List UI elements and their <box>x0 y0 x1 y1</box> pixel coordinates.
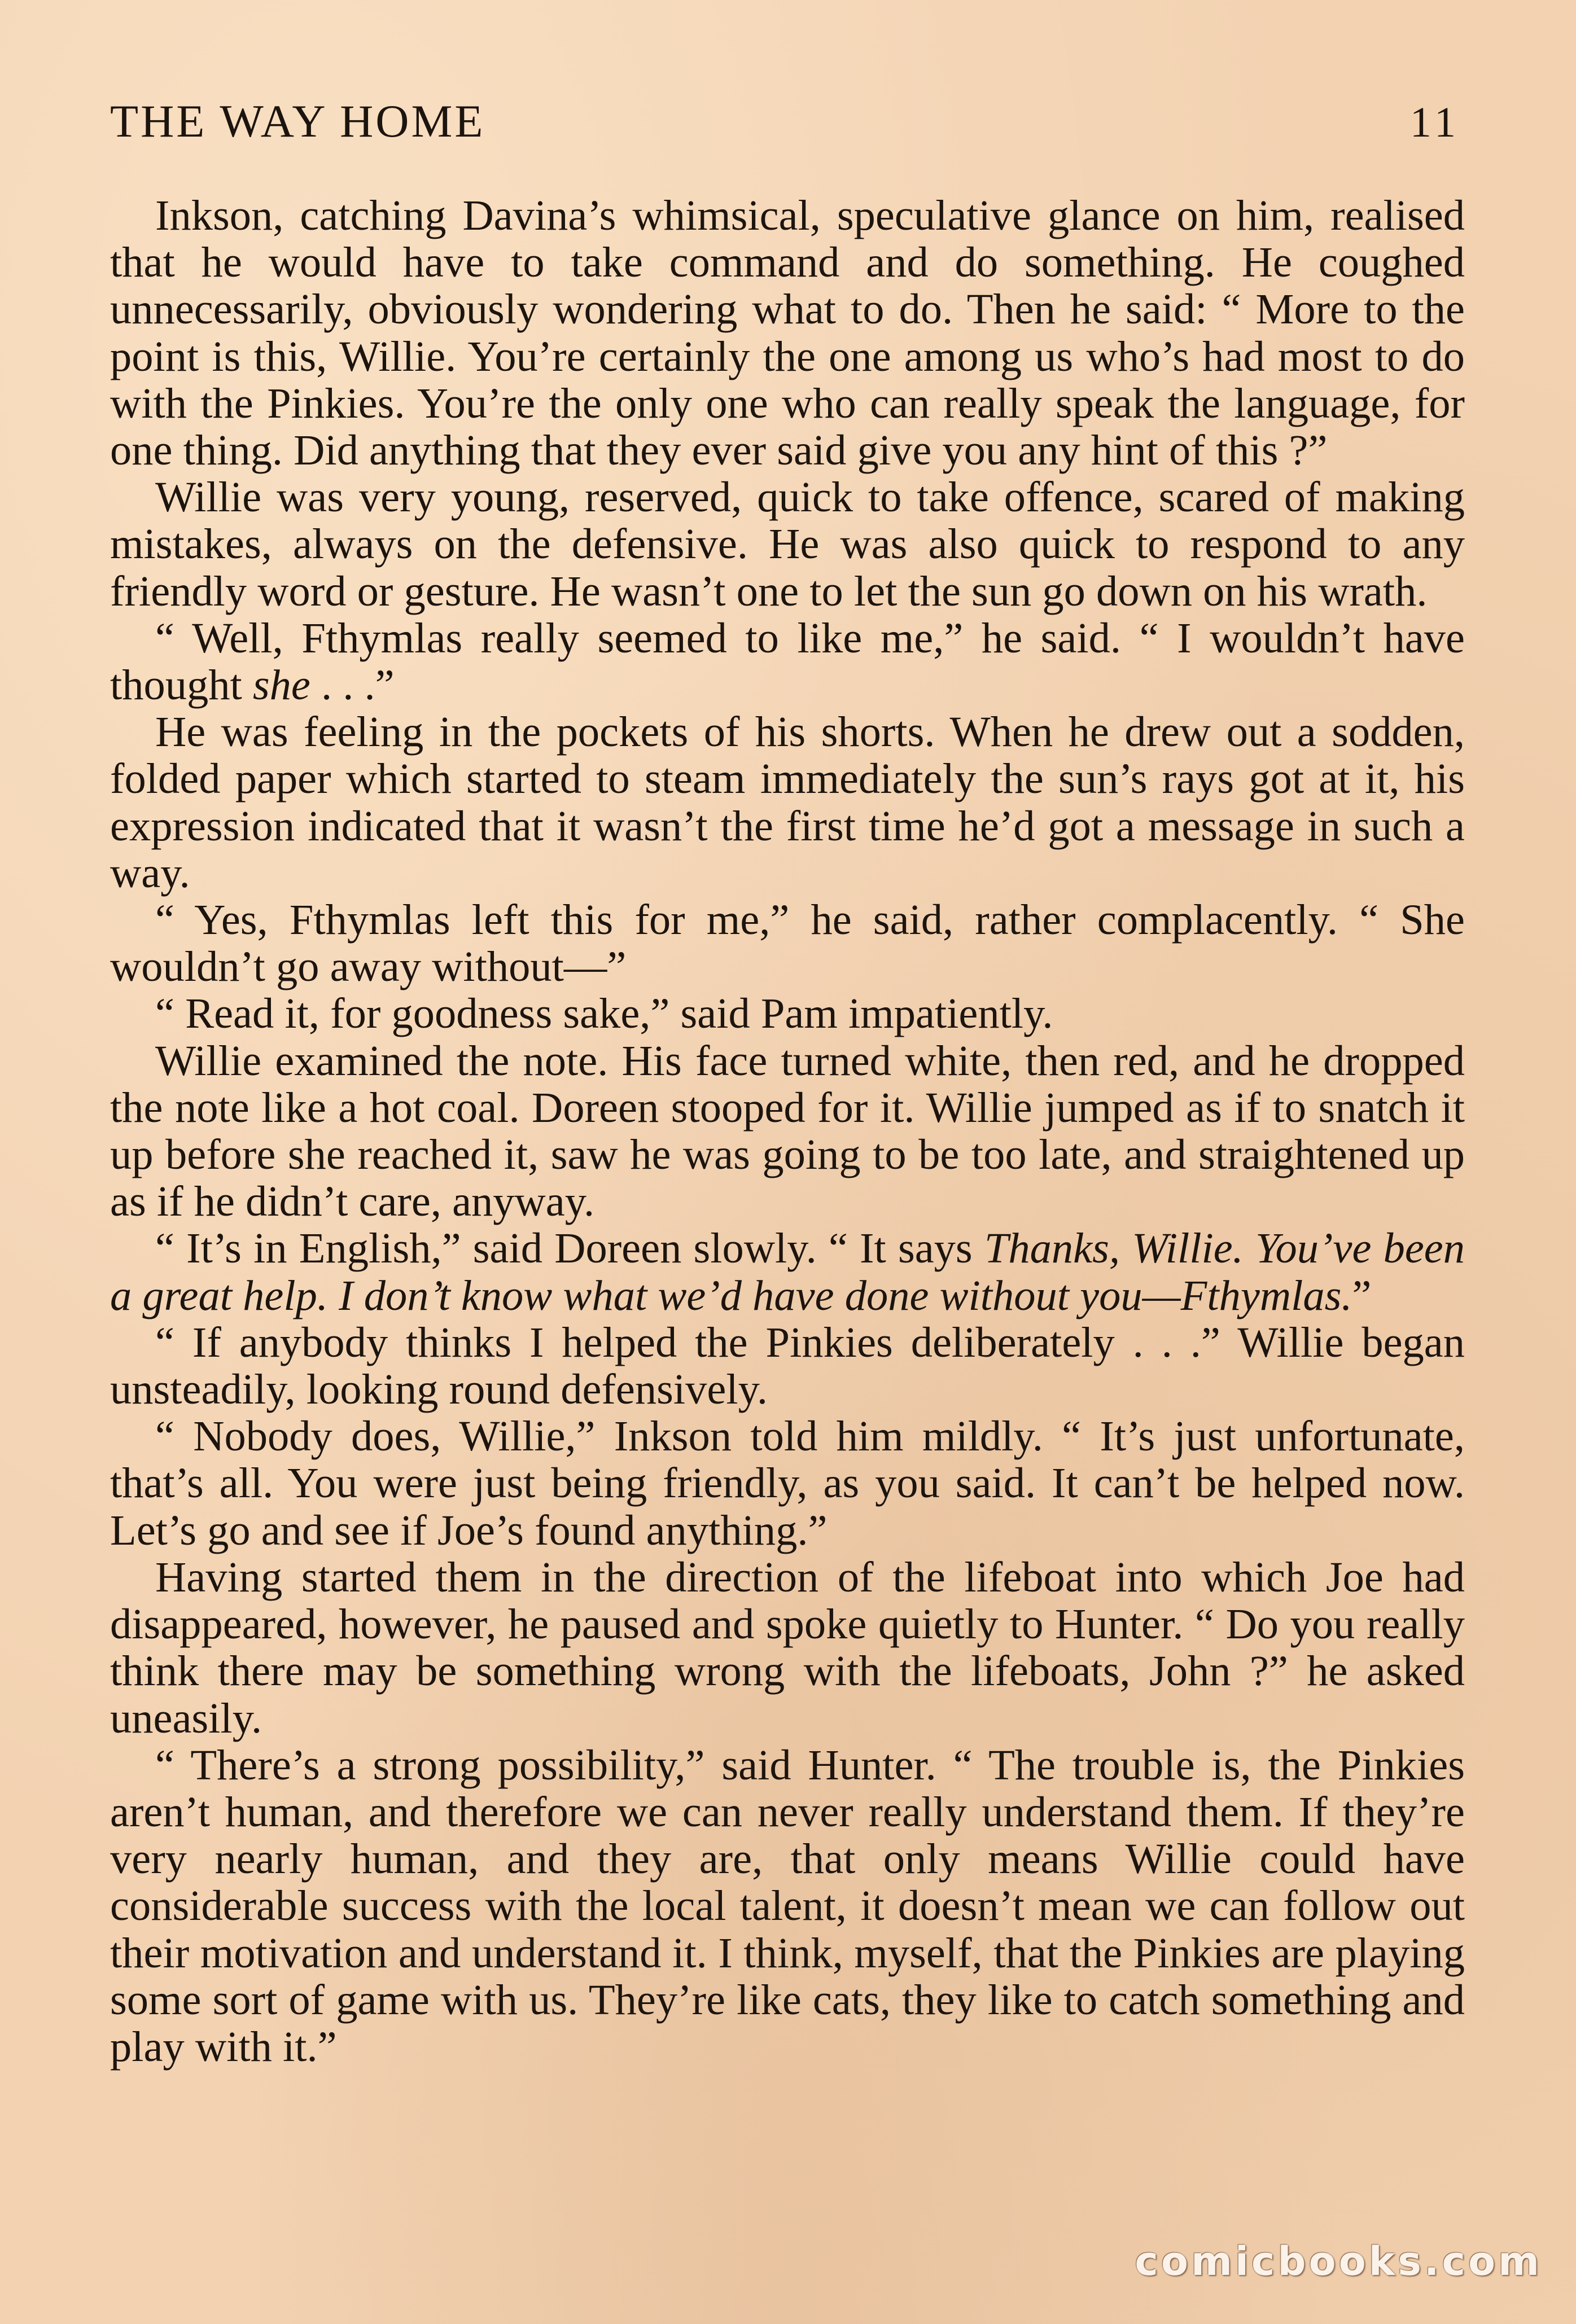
paragraph <box>110 615 1465 708</box>
paragraph-text: “ If anybody thinks I helped the Pinkies deliberately . . .” Willie began unsteadily, looking round defensively. <box>110 1318 1465 1414</box>
paragraph-text: Inkson, catching Davina’s whimsical, speculative glance on him, realised that he would have to take command and do something. He coughed unnecessarily, obviously wondering what to do. Then he said: “ More to the point is this, Willie. You’re certainly the one among us who’s had most to do with the Pinkies. You’re the only one who can really speak the language, for one thing. Did anything that they ever said give you any hint of this ?” <box>110 191 1465 475</box>
watermark: comicbooks.com <box>1135 2238 1542 2284</box>
paragraph <box>110 1319 1465 1413</box>
paragraph-text: ” <box>1352 1271 1372 1319</box>
paragraph <box>110 896 1465 990</box>
paragraph-text: Willie was very young, reserved, quick to take offence, scared of making mistakes, always on the defensive. He was also quick to respond to any friendly word or gesture. He wasn’t one to let the sun go down on his wrath. <box>110 473 1465 615</box>
paragraph <box>110 1554 1465 1742</box>
paragraph-text: “ It’s in English,” said Doreen slowly. “ It says <box>155 1224 984 1273</box>
paragraph-text: “ Nobody does, Willie,” Inkson told him mildly. “ It’s just unfortunate, that’s all. You were just being friendly, as you said. It can’t be helped now. Let’s go and see if Joe’s found anything.” <box>110 1412 1465 1554</box>
running-title: THE WAY HOME <box>110 95 485 147</box>
paragraph <box>110 1742 1465 2070</box>
paragraph-text: “ Yes, Fthymlas left this for me,” he said, rather complacently. “ She wouldn’t go away without—” <box>110 896 1465 991</box>
paragraph-text: “ Well, Fthymlas really seemed to like me,” he said. “ I wouldn’t have thought <box>110 613 1465 709</box>
italic-text: she <box>252 661 310 709</box>
paragraph <box>110 1413 1465 1554</box>
paragraph-text: Willie examined the note. His face turned white, then red, and he dropped the note like a hot coal. Doreen stooped for it. Willie jumped as if to snatch it up before she reached it, saw he was going to be too late, and straightened up as if he didn’t care, anyway. <box>110 1036 1465 1226</box>
running-head <box>110 95 1460 157</box>
paragraph-text: . . .” <box>310 661 395 709</box>
paragraph-text: “ Read it, for goodness sake,” said Pam impatiently. <box>155 989 1053 1038</box>
paragraph <box>110 473 1465 615</box>
paragraph <box>110 1037 1465 1225</box>
page-number: 11 <box>1409 99 1460 146</box>
italic-text: Thanks, Willie. You’ve been a great help. I don’t know what we’d have done without you—Fthymlas. <box>110 1224 1465 1319</box>
paragraph-text: Having started them in the direction of the lifeboat into which Joe had disappeared, however, he paused and spoke quietly to Hunter. “ Do you really think there may be something wrong with the lifeboats, John ?” he asked uneasily. <box>110 1553 1465 1742</box>
paragraph <box>110 1225 1465 1318</box>
paragraph-text: He was feeling in the pockets of his shorts. When he drew out a sodden, folded paper which started to steam immediately the sun’s rays got at it, his expression indicated that it wasn’t the first time he’d got a message in such a way. <box>110 708 1465 897</box>
body-text <box>110 192 1465 2070</box>
paragraph <box>110 708 1465 896</box>
paragraph <box>110 990 1465 1037</box>
paragraph-text: “ There’s a strong possibility,” said Hunter. “ The trouble is, the Pinkies aren’t human, and therefore we can never really understand them. If they’re very nearly human, and they are, that only means Willie could have considerable success with the local talent, it doesn’t mean we can follow out their motivation and understand it. I think, myself, that the Pinkies are playing some sort of game with us. They’re like cats, they like to catch something and play with it.” <box>110 1740 1465 2071</box>
paragraph <box>110 192 1465 473</box>
